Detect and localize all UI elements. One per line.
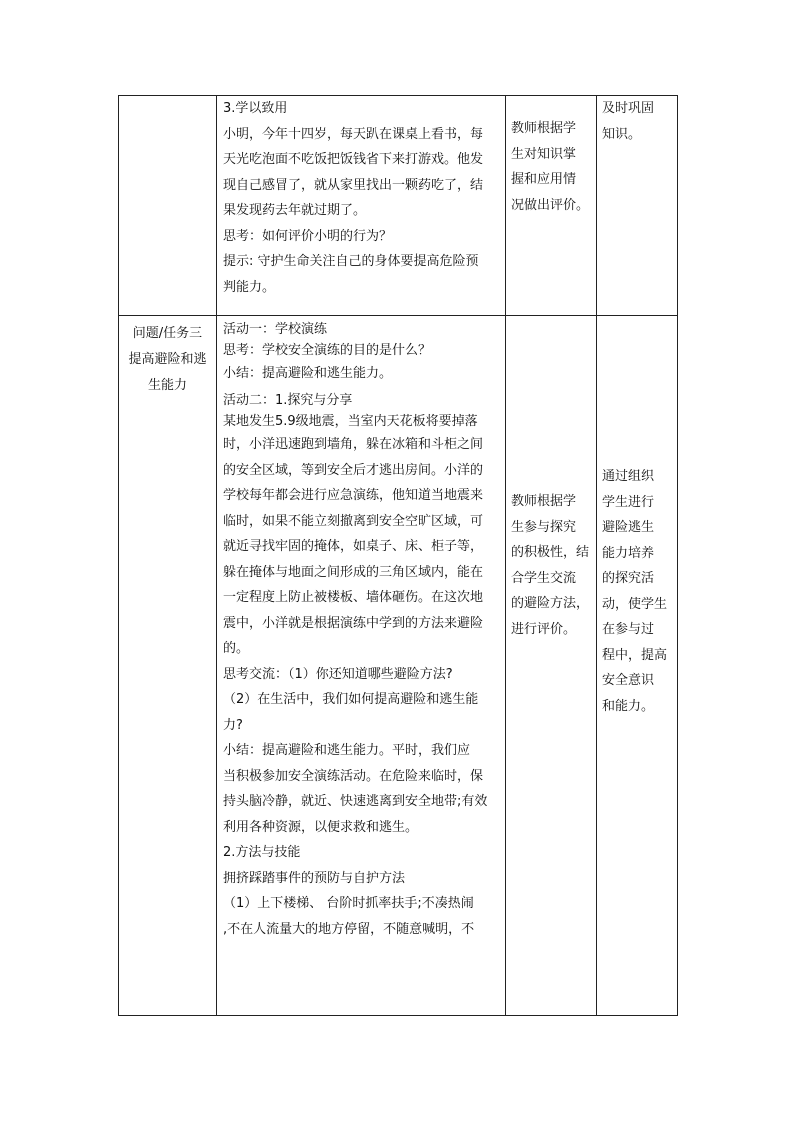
row1-line: 现自己感冒了，就从家里找出一颗药吃了，结 <box>223 177 484 193</box>
row2-line: 某地发生5.9级地震，当室内天花板将要掉落 <box>223 414 478 429</box>
eval-line: 的避险方法， <box>511 596 590 611</box>
row2-line: 活动二：1.探究与分享 <box>223 393 353 408</box>
row1-teacher-eval-cell <box>506 96 597 316</box>
intent-line: 动，使学生 <box>602 596 668 612</box>
eval-line: 的积极性，结 <box>511 545 590 560</box>
row2-line: 小结：提高避险和逃生能力。 <box>223 366 393 381</box>
row2-line: 小结：提高避险和逃生能力。平时，我们应 <box>223 743 471 758</box>
row1-content-cell <box>217 96 506 316</box>
row2-line: 震中，小洋就是根据演练中学到的方法来避险 <box>223 615 484 631</box>
row2-line: 就近寻找牢固的掩体，如桌子、床、柜子等， <box>223 539 484 554</box>
row2-content-cell <box>217 316 506 1016</box>
row1-line: 果发现药去年就过期了。 <box>223 203 367 218</box>
row1-intent-cell <box>597 96 678 316</box>
row1-line: 3.学以致用 <box>223 101 288 116</box>
row2-line: （1）上下楼梯、 台阶时抓率扶手;不凑热闹 <box>223 896 474 911</box>
row1-line: 思考：如何评价小明的行为？ <box>223 228 393 244</box>
intent-line: 安全意识 <box>602 673 655 688</box>
task-label-line: 生能力 <box>147 378 187 393</box>
row2-line: 拥挤踩踏事件的预防与自护方法 <box>223 870 406 886</box>
intent-line: 程中，提高 <box>602 647 668 663</box>
lesson-plan-table <box>118 95 678 1016</box>
intent-line: 学生进行 <box>602 494 655 510</box>
row2-line: 当积极参加安全演练活动。在危险来临时，保 <box>223 768 484 784</box>
row2-line: 思考：学校安全演练的目的是什么？ <box>223 343 432 358</box>
task-label-line: 提高避险和逃 <box>128 352 207 367</box>
table-row <box>119 96 678 316</box>
intent-line: 和能力。 <box>602 698 655 714</box>
row1-line: 小明，今年十四岁，每天趴在课桌上看书，每 <box>223 126 484 142</box>
row2-line: 思考交流：（1）你还知道哪些避险方法? <box>223 666 453 682</box>
row2-line: 学校每年都会进行应急演练，他知道当地震来 <box>223 488 484 503</box>
eval-line: 教师根据学 <box>511 121 577 136</box>
row2-line: 持头脑冷静，就近、快速逃离到安全地带;有效 <box>223 794 488 809</box>
row2-line: 躲在掩体与地面之间形成的三角区域内，能在 <box>223 564 484 580</box>
row2-line: （2）在生活中，我们如何提高避险和逃生能 <box>223 692 479 707</box>
intent-line: 及时巩固 <box>602 101 655 116</box>
intent-line: 在参与过 <box>602 622 655 637</box>
row2-line: 一定程度上防止被楼板、墙体砸伤。在这次地 <box>223 590 484 605</box>
eval-line: 进行评价。 <box>511 621 577 637</box>
table-row <box>119 316 678 1016</box>
intent-line: 避险逃生 <box>602 520 655 535</box>
row1-line: 天光吃泡面不吃饭把饭钱省下来打游戏。他发 <box>223 152 484 167</box>
intent-line: 通过组织 <box>602 469 655 484</box>
intent-line: 的探究活 <box>602 571 655 586</box>
eval-line: 生对知识掌 <box>511 146 577 162</box>
task-label-line: 问题/任务三 <box>132 326 203 341</box>
row2-teacher-eval-cell <box>506 316 597 1016</box>
row2-line: 的安全区域，等到安全后才逃出房间。小洋的 <box>223 462 484 478</box>
eval-line: 生参与探究 <box>511 519 577 535</box>
row2-line: 的。 <box>223 641 250 656</box>
row2-line: 利用各种资源，以便求救和逃生。 <box>223 819 419 835</box>
eval-line: 况做出评价。 <box>511 197 590 213</box>
eval-line: 教师根据学 <box>511 494 577 509</box>
row1-line: 提示: 守护生命关注自己的身体要提高危险预 <box>223 254 479 269</box>
row2-line: 时，小洋迅速跑到墙角，躲在冰箱和斗柜之间 <box>223 437 484 452</box>
intent-line: 知识。 <box>602 126 642 142</box>
row2-line: ,不在人流量大的地方停留，不随意喊明，不 <box>223 921 475 937</box>
row2-line: 活动一：学校演练 <box>223 322 328 337</box>
row1-line: 判能力。 <box>223 279 276 295</box>
row2-line: 2.方法与技能 <box>223 845 301 860</box>
eval-line: 握和应用情 <box>511 172 577 187</box>
row2-line: 力? <box>223 717 243 733</box>
eval-line: 合学生交流 <box>511 570 577 586</box>
row2-label-cell <box>119 316 217 1016</box>
row2-line: 临时，如果不能立刻撤离到安全空旷区域，可 <box>223 513 484 529</box>
row1-label-cell <box>119 96 217 316</box>
row2-intent-cell <box>597 316 678 1016</box>
intent-line: 能力培养 <box>602 545 655 561</box>
